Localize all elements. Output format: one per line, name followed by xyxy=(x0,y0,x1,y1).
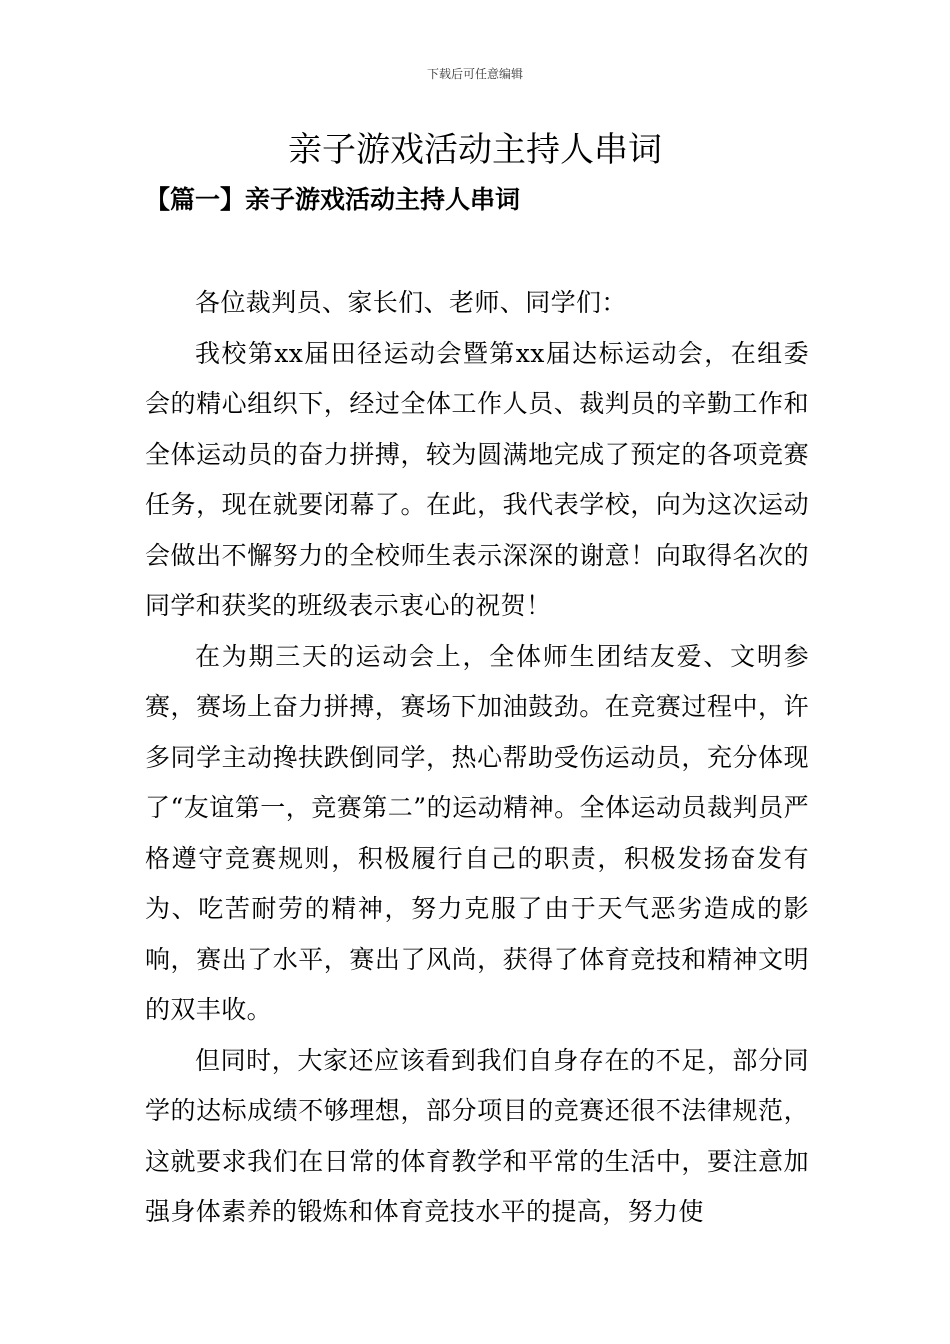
paragraph-greeting: 各位裁判员、家长们、老师、同学们： xyxy=(195,288,627,317)
header-note: 下载后可任意编辑 xyxy=(426,67,523,81)
section-heading: 【篇一】亲子游戏活动主持人串词 xyxy=(145,185,521,214)
document-body xyxy=(145,278,809,1238)
paragraph-2: 在为期三天的运动会上，全体师生团结友爱、文明参赛，赛场上奋力拼搏，赛场下加油鼓劲。在竞赛过程中，许多同学主动搀扶跌倒同学，热心帮助受伤运动员，充分体现了“友谊第一，竞赛第二”的运动精神。全体运动员裁判员严格遵守竞赛规则，积极履行自己的职责，积极发扬奋发有为、吃苦耐劳的精神，努力克服了由于天气恶劣造成的影响，赛出了水平，赛出了风尚，获得了体育竞技和精神文明的双丰收。 xyxy=(145,641,809,1024)
paragraph-1: 我校第xx届田径运动会暨第xx届达标运动会，在组委会的精心组织下，经过全体工作人员、裁判员的辛勤工作和全体运动员的奋力拼搏，较为圆满地完成了预定的各项竞赛任务，现在就要闭幕了。在此，我代表学校，向为这次运动会做出不懈努力的全校师生表示深深的谢意！向取得名次的同学和获奖的班级表示衷心的祝贺！ xyxy=(145,338,809,620)
paragraph-3: 但同时，大家还应该看到我们自身存在的不足，部分同学的达标成绩不够理想，部分项目的竞赛还很不法律规范，这就要求我们在日常的体育教学和平常的生活中，要注意加强身体素养的锻炼和体育竞技水平的提高，努力使 xyxy=(145,1045,809,1226)
document-title: 亲子游戏活动主持人串词 xyxy=(288,130,662,170)
